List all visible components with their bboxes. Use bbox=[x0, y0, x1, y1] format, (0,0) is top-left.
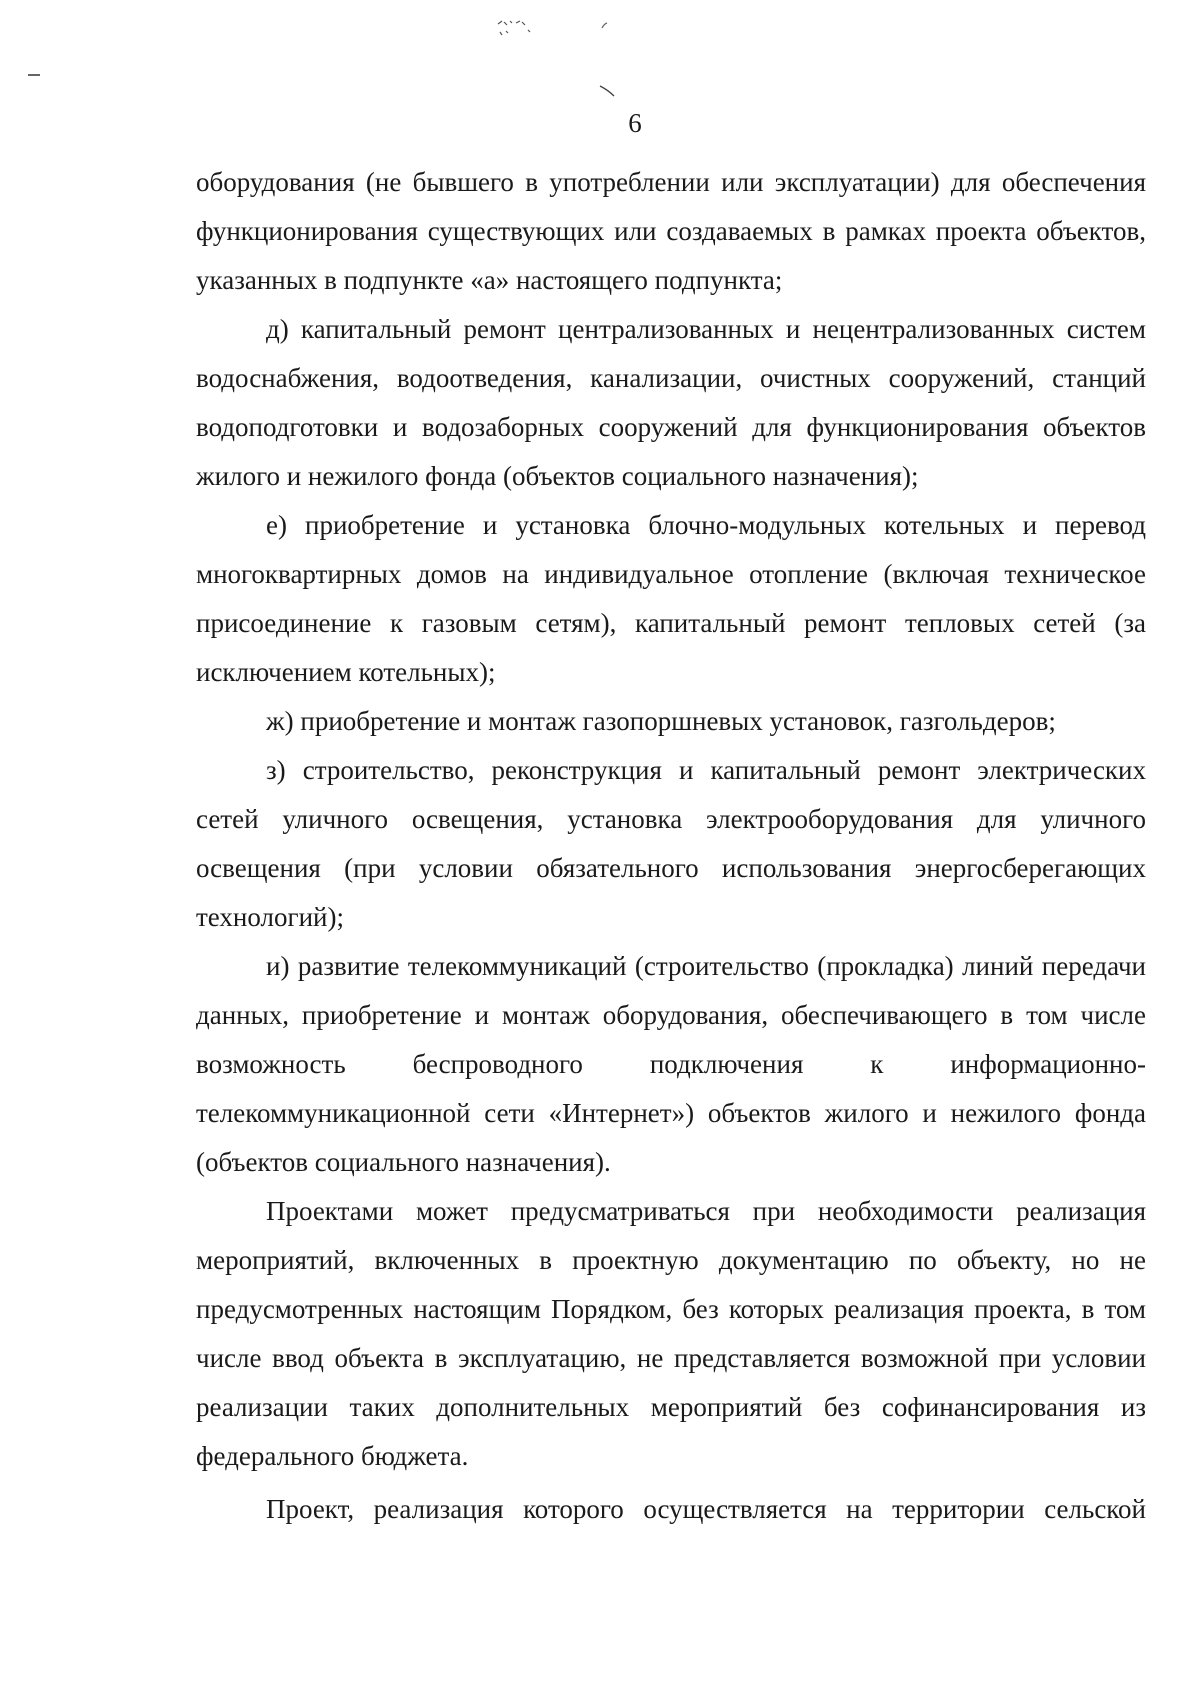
paragraph-item-i: и) развитие телекоммуникаций (строительство (прокладка) линий передачи данных, приобретение и монтаж оборудования, обеспечивающего в том числе возможность беспроводного подключения к информационно-телекоммуникационной сети «Интернет») объектов жилого и нежилого фонда (объектов социального назначения). bbox=[196, 951, 1146, 1177]
paragraph-item-z: з) строительство, реконструкция и капитальный ремонт электрических сетей уличного освещения, установка электрооборудования для уличного освещения (при условии обязательного использования энергосберегающих технологий); bbox=[196, 755, 1146, 932]
paragraph-continuation: оборудования (не бывшего в употреблении или эксплуатации) для обеспечения функционирования существующих или создаваемых в рамках проекта объектов, указанных в подпункте «а» настоящего подпункта; bbox=[196, 167, 1146, 295]
scan-speck bbox=[598, 20, 610, 32]
scan-corner-mark bbox=[28, 74, 40, 76]
paragraph-item-e: е) приобретение и установка блочно-модульных котельных и перевод многоквартирных домов на индивидуальное отопление (включая техническое присоединение к газовым сетям), капитальный ремонт тепловых сетей (за исключением котельных); bbox=[196, 510, 1146, 687]
page-number: 6 bbox=[628, 108, 642, 138]
paragraph-project-rural: Проект, реализация которого осуществляется на территории сельской bbox=[266, 1494, 1146, 1524]
paragraph-item-d: д) капитальный ремонт централизованных и нецентрализованных систем водоснабжения, водоотведения, канализации, очистных сооружений, станций водоподготовки и водозаборных сооружений для функционирования объектов жилого и нежилого фонда (объектов социального назначения); bbox=[196, 314, 1146, 491]
paragraph-projects: Проектами может предусматриваться при необходимости реализация мероприятий, включенных в проектную документацию по объекту, но не предусмотренных настоящим Порядком, без которых реализация проекта, в том числе ввод объекта в эксплуатацию, не представляется возможной при условии реализации таких дополнительных мероприятий без софинансирования из федерального бюджета. bbox=[196, 1196, 1146, 1471]
paragraph-item-zh: ж) приобретение и монтаж газопоршневых установок, газгольдеров; bbox=[266, 706, 1056, 736]
scan-stroke bbox=[598, 84, 618, 98]
scan-artifact-marks bbox=[490, 18, 560, 58]
document-body bbox=[196, 158, 1146, 1534]
